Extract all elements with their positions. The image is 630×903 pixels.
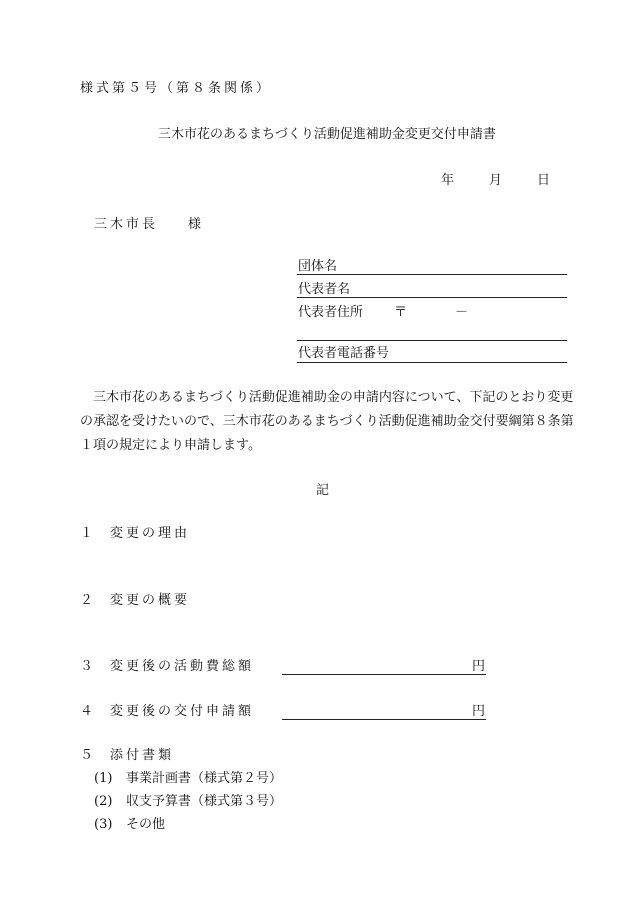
item-number: ３ — [80, 659, 94, 674]
address-line — [297, 340, 567, 341]
body-paragraph: 三木市花のあるまちづくり活動促進補助金の申請内容について、下記のとおり変更の承認を受けたいので、三木市花のあるまちづくり活動促進補助金交付要綱第８条第１項の規定により申請します。 — [80, 390, 574, 453]
representative-label: 代表者名 — [298, 282, 351, 297]
request-amount-line — [282, 719, 486, 720]
total-cost-line — [282, 674, 486, 675]
phone-line — [297, 362, 567, 363]
item-label: 変更の概要 — [110, 593, 191, 608]
date-day: 日 — [537, 173, 551, 188]
attachment-number: (3) — [94, 817, 113, 832]
postal-mark: 〒 — [394, 305, 408, 320]
addressee-name: 三木市長 — [94, 217, 159, 232]
ki-heading: 記 — [316, 483, 330, 498]
item-number: ４ — [80, 704, 94, 719]
document-title: 三木市花のあるまちづくり活動促進補助金変更交付申請書 — [158, 127, 496, 142]
date-month: 月 — [489, 173, 503, 188]
date-year: 年 — [441, 173, 455, 188]
group-name-line — [297, 274, 567, 275]
addressee-honorific: 様 — [188, 217, 202, 232]
attachment-number: (1) — [94, 771, 113, 786]
postal-dash: － — [455, 305, 469, 320]
attachment-label: 事業計画書（様式第２号） — [126, 771, 283, 786]
group-name-label: 団体名 — [298, 259, 338, 274]
item-label: 変更後の交付申請額 — [110, 704, 255, 719]
yen-unit: 円 — [472, 659, 486, 674]
item-label: 変更の理由 — [110, 526, 191, 541]
item-label: 添付書類 — [110, 748, 175, 763]
attachment-label: 収支予算書（様式第３号） — [126, 794, 283, 809]
yen-unit: 円 — [472, 704, 486, 719]
phone-label: 代表者電話番号 — [298, 346, 390, 361]
form-number: 様式第５号（第８条関係） — [80, 81, 273, 96]
item-number: １ — [80, 526, 94, 541]
attachment-number: (2) — [94, 794, 113, 809]
address-label: 代表者住所 — [298, 305, 364, 320]
item-number: ５ — [80, 748, 94, 763]
item-label: 変更後の活動費総額 — [110, 659, 255, 674]
representative-line — [297, 297, 567, 298]
item-number: ２ — [80, 593, 94, 608]
attachment-label: その他 — [126, 817, 166, 832]
